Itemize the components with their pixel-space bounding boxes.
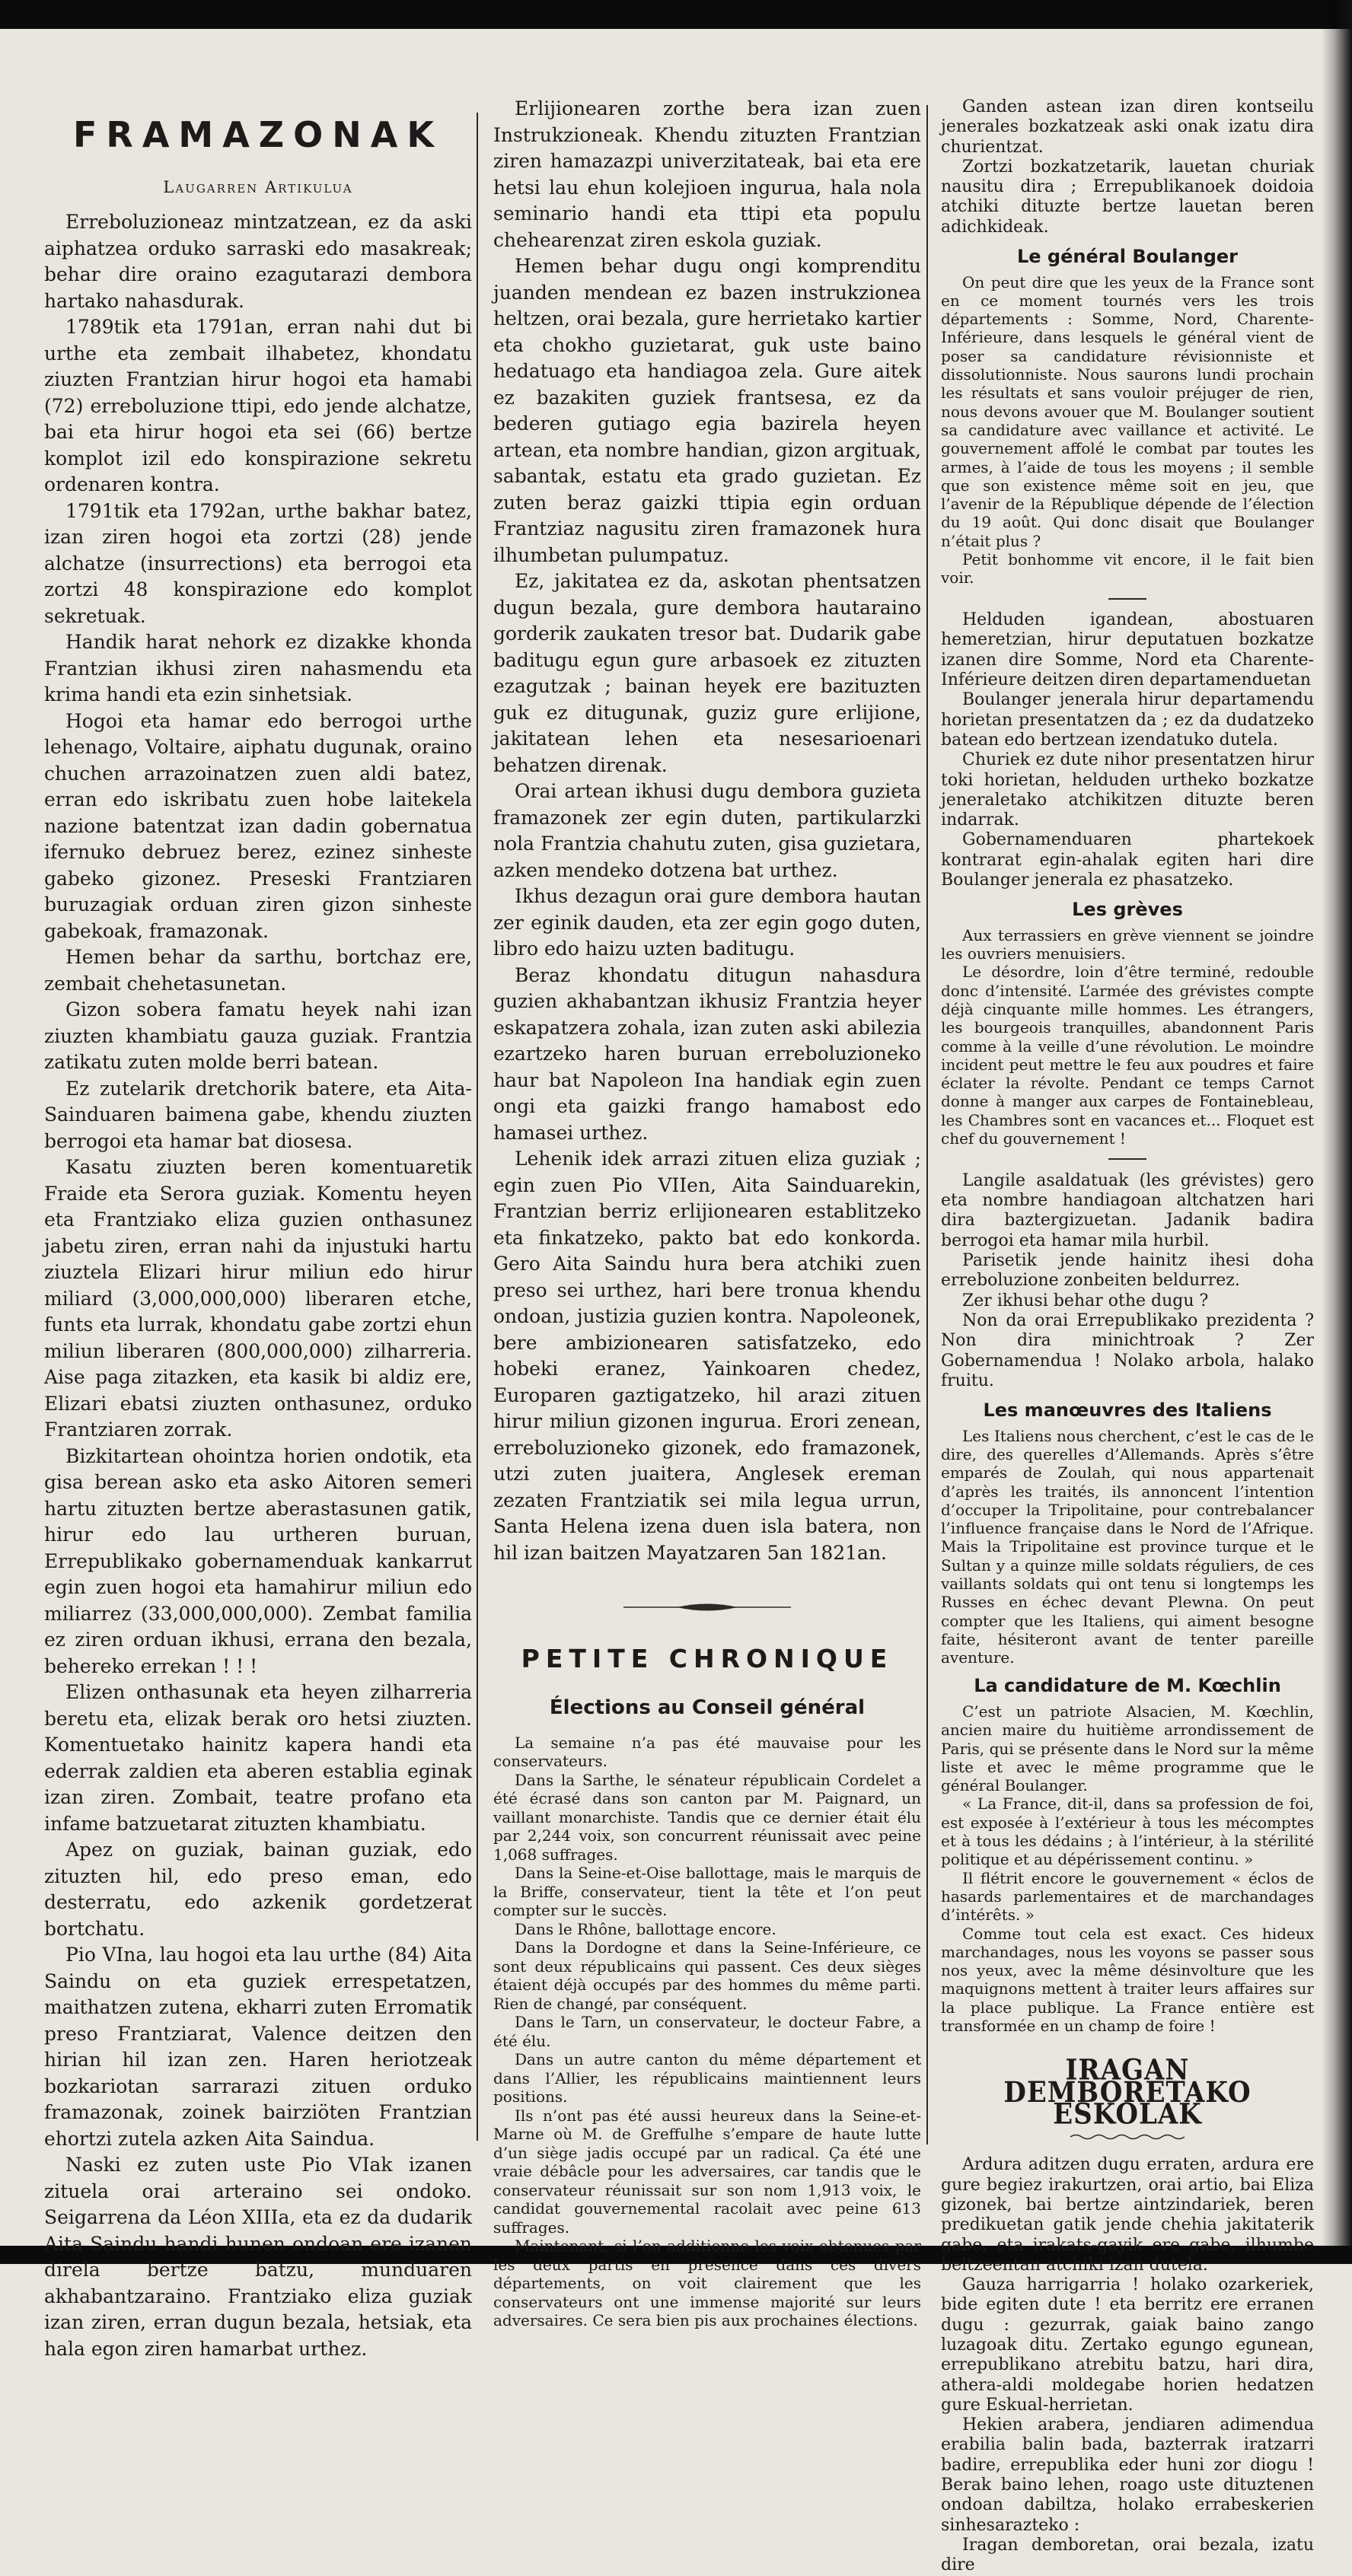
- paragraph: Hogoi eta hamar edo berrogoi urthe lehenago, Voltaire, aiphatu dugunak, oraino chuchen arrazoinatzen zuen aldi batez, erran edo iskribatu zuen hobe laitekela nazione batentzat izan dadin gobernatua ifernuko debruez berez, ezinez sinheste gabeko gizonez. Preseski Frantziaren buruzagiak orduan ziren gizon sinheste gabekoak, framazonak.: [44, 709, 472, 942]
- column-1: [44, 97, 472, 2362]
- paragraph: 1789tik eta 1791an, erran nahi dut bi urthe eta zembait ilhabetez, khondatu ziuzten Frantzian hirur hogoi eta hamabi (72) erreboluzione ttipi, edo jende alchatze, bai eta hirur hogoi eta sei (66) bertze komplot izil edo konspirazione sekretu ordenaren kontra.: [44, 316, 472, 495]
- paragraph: Churiek ez dute nihor presentatzen hirur toki horietan, helduden urtheko bozkatze jeneraletako atchikitzen dituzte beren indarrak.: [941, 750, 1314, 830]
- paragraph: Dans le Tarn, un conservateur, le docteur Fabre, a été élu.: [493, 2013, 921, 2050]
- paragraph: Dans le Rhône, ballottage encore.: [515, 1919, 776, 1938]
- scan-border-right: [1322, 0, 1352, 2264]
- paragraph: On peut dire que les yeux de la France sont en ce moment tournés vers les trois départements : Somme, Nord, Charente-Inférieure, dans lesquels le général vient de poser sa candidature révisionniste et dissolutionniste. Nous saurons lundi prochain les résultats et sans vouloir préjuger de rien, nous devons avouer que M. Boulanger soutient sa candidature avec vaillance et activité. Le gouvernement affolé le combat par toutes les armes, à l’aide de tous les moyens ; il semble que son existence même soit en jeu, que l’avenir de la République dépende de l’élection du 19 août. Qui donc disait que Boulanger n’était plus ?: [941, 272, 1314, 550]
- paragraph: Aux terrassiers en grève viennent se joindre les ouvriers menuisiers.: [941, 925, 1314, 963]
- column-rule-left: [477, 113, 478, 2141]
- paragraph: Ardura aditzen dugu erraten, ardura ere gure begiez irakurtzen, orai artio, bai Eliza gizonek, bai bertze aintzindariek, beren predikuetan gatik jende chehia jakitaterik gabe, eta irakats-gayik ere gabe, ilhumbe beltzeentan atchiki izan dutela.: [941, 2155, 1314, 2275]
- koechlin-body: [941, 1702, 1314, 2035]
- ornament-rule-icon: [623, 1602, 791, 1613]
- paragraph: Ganden astean izan diren kontseilu jenerales bozkatzeak aski onak izatu dira churientzat.: [941, 97, 1314, 157]
- greves-body: [941, 926, 1314, 1148]
- paragraph: Erlijionearen zorthe bera izan zuen Instrukzioneak. Khendu zituzten Frantzian ziren hamazazpi univerzitateak, bai eta ere hetsi lau ehun kolejioen ingurua, hala nola seminario handi eta ttipi eta populu chehearenzat ziren eskola guziak.: [493, 97, 921, 251]
- paragraph: Il flétrit encore le gouvernement « éclos de hasards parlementaires et de marchandages d’intérêts. »: [941, 1868, 1314, 1925]
- section-title: PETITE CHRONIQUE: [521, 1643, 894, 1673]
- paragraph: Erreboluzioneaz mintzatzean, ez da aski aiphatzea orduko sarraski edo masakreak; behar dire oraino ezagutarazi dembora hartako nahasdurak.: [44, 211, 472, 312]
- article-subtitle: Laugarren Artikulua: [163, 177, 353, 196]
- paragraph: Langile asaldatuak (les grévistes) gero eta nombre handiagoan altchatzen hari dira baztergizuetan. Jadanik badira berrogoi eta hamar mila hurbil.: [941, 1170, 1314, 1250]
- newspaper-page: [0, 29, 1325, 2575]
- paragraph: Ez zutelarik dretchorik batere, eta Aita-Sainduaren baimena gabe, khendu ziuzten berrogoi eta hamar bat diosesa.: [44, 1077, 472, 1152]
- paragraph: 1791tik eta 1792an, urthe bakhar batez, izan ziren hogoi eta zortzi (28) jende alchatze (insurrections) eta berrogoi eta zortzi 48 konspirazione edo komplot sekretuak.: [44, 499, 472, 627]
- intro-block: [941, 97, 1314, 237]
- boulanger-body: [941, 273, 1314, 587]
- heading-boulanger: Le général Boulanger: [1016, 246, 1239, 268]
- iragan-body: [941, 2155, 1314, 2575]
- paragraph: Dans la Sarthe, le sénateur républicain Cordelet a été écrasé dans son canton par M. Paignard, un vaillant monarchiste. Tandis que ce dernier était élu par 2,244 voix, son concurrent réunissait avec peine 1,068 suffrages.: [493, 1770, 921, 1864]
- paragraph: Le désordre, loin d’être terminé, redouble donc d’intensité. L’armée des grévistes compte déjà cinquante mille hommes. Les étrangers, les bourgeois tranquilles, abandonnent Paris comme à la veille d’une révolution. Le moindre incident peut mettre le feu aux poudres et faire éclater la révolte. Pendant ce temps Carnot donne à manger aux carpes de Fontainebleau, les Chambres sont en vacances et... Floquet est chef du gouvernement !: [941, 963, 1314, 1148]
- paragraph: Maintenant, si l’on additionne les voix obtenues par les deux partis en présence dans ces divers départements, on voit clairement que les conservateurs ont une immense majorité sur leurs adversaires. Ce sera bien pis aux prochaines élections.: [493, 2237, 921, 2329]
- paragraph: Bizkitartean ohointza horien ondotik, eta gisa berean asko eta asko Aitoren semeri hartu zituzten bertze aberastasunen gatik, hirur edo lau urtheren buruan, Errepublikako gobernamenduak kankarrut egin zuen hogoi eta hamahirur miliun edo miliarrez (33,000,000,000). Zembat familia ez ziren orduan ikhusi, errana den bezala, behereko errekan ! ! !: [44, 1444, 472, 1677]
- wave-rule-icon: [1070, 2133, 1185, 2141]
- paragraph: Kasatu ziuzten beren komentuaretik Fraide eta Serora guziak. Komentu heyen eta Frantziako eliza guzien onthasunez jabetu ziren, erran nahi da injustuki hartu ziuztela Elizari hirur miliun edo hirur miliard (3,000,000,000) liberaren etche, funts eta lurrak, khondatu gabe zortzi ehun miliun liberaren (800,000,000) zilharreria. Aise paga zitazken, eta kasik bi aldiz ere, Elizari ebatsi ziuzten onthasunez, orduko Frantziaren zorrak.: [44, 1156, 472, 1441]
- heading-greves: Les grèves: [1072, 899, 1183, 921]
- paragraph: Lehenik idek arrazi zituen eliza guziak ; egin zuen Pio VIIen, Aita Sainduarekin, Frantzian berriz erlijionearen establitzeko eta finkatzeko, pakto bat edo konkorda. Gero Aita Saindu hura bera atchiki zuen preso sei urthez, hari bere tronua khendu ondoan, justizia guzien kontra. Napoleonek, bere ambizionearen satisfatzeko, edo hobeki eranez, Yainkoaren chedez, Europaren gaztigatzeko, hil arazi zituen hirur miliun gizonen ingurua. Erori zenean, erreboluzioneko gizonek, edo framazonek, utzi zuten juaitera, Anglesek ereman zezaten Frantziatik sei mila legua urrun, Santa Helena izena duen isla batera, non hil izan baitzen Mayatzaren 5an 1821an.: [493, 1148, 921, 1564]
- paragraph: Gobernamenduaren phartekoek kontrarat egin-ahalak egiten hari dire Boulanger jenerala ez phasatzeko.: [941, 830, 1314, 890]
- paragraph: « La France, dit-il, dans sa profession de foi, est exposée à l’extérieur à tous les mécomptes et à tous les dédains ; à l’intérieur, à la stérilité politique et au dépérissement continu. »: [941, 1794, 1314, 1869]
- paragraph: Les Italiens nous cherchent, c’est le cas de le dire, des querelles d’Allemands. Après s’être emparés de Zoulah, qui nous appartenait d’après les traités, ils annoncent l’intention d’occuper la Tripolitaine, pour contrebalancer l’influence française dans le Nord de l’Afrique. Mais la Tripolitaine est province turque et le Sultan y a quinze mille soldats réguliers, de ces vaillants soldats qui ont tenu si longtemps les Russes en échec devant Plewna. On peut compter que les Italiens, qui aiment besogne faite, hésiteront avant de tenter pareille aventure.: [941, 1426, 1314, 1667]
- heading-iragan: IRAGAN DEMBORETAKO ESKOLAK: [1003, 2053, 1252, 2132]
- paragraph: Orai artean ikhusi dugu dembora guzieta framazonek zer egin duten, partikularzki nola Frantzia chahutu zuten, gisa guzietara, azken mendeko dotzena bat urthez.: [493, 780, 921, 881]
- column-3: [941, 97, 1314, 2576]
- heading-koechlin: La candidature de M. Kœchlin: [974, 1675, 1281, 1697]
- chronique-body: [493, 1734, 921, 2330]
- scan-border-top: [0, 0, 1352, 29]
- paragraph: Ils n’ont pas été aussi heureux dans la Seine-et-Marne où M. de Greffulhe s’empare de haute lutte d’un siège jadis occupé par un radical. Ça été une vraie débâcle pour les adversaires, car tandis que le conservateur réunissait sur son nom 1,913 voix, le candidat gouvernemental racolait avec peine 613 suffrages.: [493, 2106, 921, 2237]
- paragraph: C’est un patriote Alsacien, M. Kœchlin, ancien maire du huitième arrondissement de Paris, qui se présente dans le Nord sur la même liste et avec le même programme que le général Boulanger.: [941, 1702, 1314, 1795]
- italiens-body: [941, 1427, 1314, 1667]
- paragraph: Naski ez zuten uste Pio VIak izanen zituela orai arteraino sei ondoko. Seigarrena da Léon XIIIa, eta ez da dudarik Aita Saindu handi hunen ondoan ere izanen direla bertze batzu, munduaren akhabantzaraino. Frantziako eliza guziak izan ziren, erran dugun bezala, hetsiak, eta hala egon ziren hamarbat urthez.: [44, 2154, 472, 2360]
- paragraph: Gizon sobera famatu heyek nahi izan ziuzten khambiatu gauza guziak. Frantzia zatikatu zuten molde berri batean.: [44, 998, 472, 1073]
- paragraph: Ez, jakitatea ez da, askotan phentsatzen dugun bezala, gure dembora hautaraino gorderik zaukaten tresor bat. Dudarik gabe baditugu egun gure arbasoek ez zituzten ezagutzak ; bainan heyek ere bazituzten guk ez ditugunak, guziz gure erlijione, jakitatean lehen eta nesesarioenari behatzen direnak.: [493, 570, 921, 776]
- column-rule-right: [926, 105, 928, 2145]
- boulanger-basque-body: [941, 610, 1314, 890]
- article-title: FRAMAZONAK: [72, 114, 444, 155]
- paragraph: Zortzi bozkatzetarik, lauetan churiak nausitu dira ; Errepublikanoek doidoia atchiki dituzte bertze lauetan beren adichkideak.: [941, 157, 1314, 237]
- paragraph: Ikhus dezagun orai gure dembora hautan zer eginik dauden, eta zer egin gogo duten, libro edo haizu uzten baditugu.: [493, 885, 921, 960]
- paragraph: Dans la Seine-et-Oise ballottage, mais le marquis de la Briffe, conservateur, tient la tête et l’on peut compter sur le succès.: [493, 1864, 921, 1919]
- short-rule: [941, 589, 1314, 610]
- paragraph: Comme tout cela est exact. Ces hideux marchandages, nous les voyons se passer sous nos yeux, avec la même désinvolture que les maquignons mettent à traiter leurs affaires sur la place publique. La France entière est transformée en un champ de foire !: [941, 1924, 1314, 2036]
- paragraph: Petit bonhomme vit encore, il le fait bien voir.: [941, 550, 1314, 587]
- short-rule: [941, 1149, 1314, 1170]
- section-subheading: Élections au Conseil général: [549, 1696, 866, 1719]
- paragraph: Hekien arabera, jendiaren adimendua erabilia balin bada, bazterrak iratzarri badire, errepublika eder huni zor diogu ! Berak baino lehen, roago uste dituztenen ondoan dabiltza, holako errabeskerien sinhesarazteko :: [941, 2415, 1314, 2535]
- paragraph: Dans la Dordogne et dans la Seine-Inférieure, ce sont deux républicains qui passent. Ces deux sièges étaient déjà occupés par des hommes du même parti. Rien de changé, par conséquent.: [493, 1938, 921, 2013]
- column-2: [493, 96, 921, 2330]
- heading-italiens: Les manœuvres des Italiens: [983, 1399, 1272, 1422]
- paragraph: Dans un autre canton du même département et dans l’Allier, les républicains maintiennent leurs positions.: [493, 2050, 921, 2106]
- paragraph: Non da orai Errepublikako prezidenta ? Non dira minichtroak ? Zer Gobernamendua ! Nolako arbola, halako fruitu.: [941, 1310, 1314, 1390]
- paragraph: Zer ikhusi behar othe dugu ?: [962, 1291, 1209, 1310]
- paragraph: Pio VIna, lau hogoi eta lau urthe (84) Aita Saindu on eta guziek errespetatzen, maithatzen zutena, ekharri zuten Erromatik preso Frantziarat, Valence deitzen den hirian hil izan zen. Haren heriotzeak bozkariotan sarrarazi zituen orduko framazonak, zoinek bairziöten Frantzian ehortzi zutela azken Aita Saindua.: [44, 1944, 472, 2150]
- paragraph: Iragan demboretan, orai bezala, izatu dire: [941, 2535, 1314, 2575]
- paragraph: Boulanger jenerala hirur departamendu horietan presentatzen da ; ez da dudatzeko batean edo bertzean izendatuko dutela.: [941, 690, 1314, 750]
- paragraph: Elizen onthasunak eta heyen zilharreria beretu eta, elizak berak oro hetsi ziuzten. Komentuetako hainitz kapera handi eta ederrak zaldien eta aberen establia eginak izan ziren. Zombait, teatre profano eta infame batzuetarat zituzten khambiatu.: [44, 1681, 472, 1835]
- ornament-divider: [493, 1594, 921, 1620]
- paragraph: Hemen behar da sarthu, bortchaz ere, zembait chehetasunetan.: [44, 946, 472, 995]
- paragraph: Apez on guziak, bainan guziak, edo zituzten hil, edo preso eman, edo desterratu, edo azkenik gordetzerat bortchatu.: [44, 1839, 472, 1940]
- paragraph: Handik harat nehork ez dizakke khonda Frantzian ikhusi ziren nahasmendu eta krima handi eta ezin sinhetsiak.: [44, 631, 472, 705]
- paragraph: Beraz khondatu ditugun nahasdura guzien akhabantzan ikhusiz Frantzia heyer eskapatzera zohala, izan zuten aski abilezia ezartzeko haren buruan erreboluzioneko haur bat Napoleon Ina handiak egin zuen ongi eta gaizki frango hamabost edo hamasei urthez.: [493, 963, 921, 1144]
- paragraph: La semaine n’a pas été mauvaise pour les conservateurs.: [493, 1733, 921, 1770]
- greves-basque-body: [941, 1171, 1314, 1391]
- paragraph: Hemen behar dugu ongi komprenditu juanden mendean ez bazen instrukzionea heltzen, orai bezala, gure herrietako kartier eta chokho guzietarat, guk uste baino hedatuago eta handiagoa zela. Gure aitek ez bazakiten guziek frantsesa, ez da bederen gutiago egia bazirela heyen artean, eta nombre handian, gizon argituak, sabantak, estatu eta grado guzietan. Ez zuten beraz gaizki ttipia egin orduan Frantziaz nagusitu ziren framazonek hura ilhumbetan pulumpatuz.: [493, 255, 921, 566]
- paragraph: Parisetik jende hainitz ihesi doha erreboluzione zonbeiten beldurrez.: [941, 1251, 1314, 1291]
- paragraph: Helduden igandean, abostuaren hemeretzian, hirur deputatuen bozkatze izanen dire Somme, Nord eta Charente-Inférieure deitzen diren departamenduetan: [941, 610, 1314, 690]
- paragraph: Gauza harrigarria ! holako ozarkeriek, bide egiten dute ! eta berritz ere erranen dugu : gezurrak, gaiak baino zango luzagoak ditu. Zertako egungo egunean, errepublikano atrebitu batzu, hari dira, athera-aldi moldegabe horien hedatzen gure Eskual-herrietan.: [941, 2275, 1314, 2415]
